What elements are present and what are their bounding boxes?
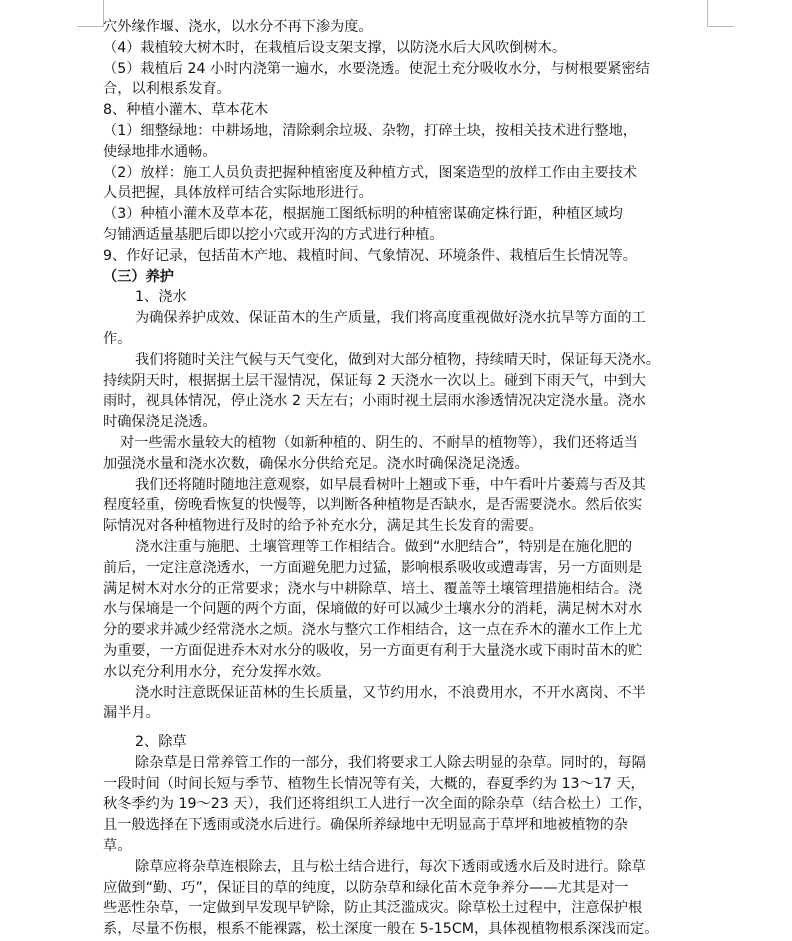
text-line: 为重要，一方面促进乔木对水分的吸收，另一方面更有利于大量浇水或下雨时苗木的贮 xyxy=(103,642,643,659)
text-line: 满足树木对水分的正常要求；浇水与中耕除草、培土、覆盖等土壤管理措施相结合。浇 xyxy=(103,580,643,597)
text-line: 时确保浇足浇透。 xyxy=(103,414,217,431)
text-line: 且一般选择在下透雨或浇水后进行。确保所养绿地中无明显高于草坪和地被植物的杂 xyxy=(103,817,628,834)
paragraph-spacer xyxy=(103,724,709,732)
text-line: （3）种植小灌木及草本花，根据施工图纸标明的种植密谋确定株行距，种植区域均 xyxy=(103,206,623,223)
text-line: （1）细整绿地：中耕场地，清除剩余垃圾、杂物，打碎土块，按相关技术进行整地， xyxy=(103,122,637,139)
text-line: 水与保墒是一个问题的两个方面，保墒做的好可以减少土壤水分的消耗，满足树木对水 xyxy=(103,601,643,618)
text-line: 程度轻重，傍晚看恢复的快慢等，以判断各种植物是否缺水，是否需要浇水。然后依实 xyxy=(103,497,643,514)
text-line: 我们还将随时随地注意观察，如早晨看树叶上翘或下垂，中午看叶片萎蔫与否及其 xyxy=(135,476,646,493)
page-corner-mark-right xyxy=(707,0,734,27)
text-line: 2、除草 xyxy=(135,734,187,751)
text-line: 加强浇水量和浇水次数，确保水分供给充足。浇水时确保浇足浇透。 xyxy=(103,455,529,472)
text-line: 8、种植小灌木、草本花木 xyxy=(103,102,269,119)
text-line: 一段时间（时间长短与季节、植物生长情况等有关，大概的，春夏季约为 13～17 天， xyxy=(103,775,645,792)
section-heading: （三）养护 xyxy=(103,268,174,285)
text-line: 为确保养护成效、保证苗木的生产质量，我们将高度重视做好浇水抗旱等方面的工 xyxy=(135,310,646,327)
text-line: 水以充分利用水分，充分发挥水效。 xyxy=(103,663,331,680)
text-line: 匀铺洒适量基肥后即以挖小穴或开沟的方式进行种植。 xyxy=(103,226,444,243)
text-line: 草。 xyxy=(103,838,132,855)
text-line: 分的要求并减少经常浇水之烦。浇水与整穴工作相结合，这一点在乔木的灌水工作上尤 xyxy=(103,622,643,639)
text-line: 作。 xyxy=(103,330,132,347)
text-line: 除草应将杂草连根除去，且与松土结合进行，每次下透雨或透水后及时进行。除草 xyxy=(135,858,646,875)
text-line: 浇水注重与施肥、土壤管理等工作相结合。做到“水肥结合”，特别是在施化肥的 xyxy=(135,538,633,555)
text-line: 持续阴天时，根据据土层干湿情况，保证每 2 天浇水一次以上。碰到下雨天气，中到大 xyxy=(103,372,646,389)
text-line: 浇水时注意既保证苗林的生长质量，又节约用水，不浪费用水，不开水离岗、不半 xyxy=(135,684,646,701)
text-line: 些恶性杂草，一定做到早发现早铲除，防止其泛滥成灾。除草松土过程中，注意保护根 xyxy=(103,900,643,917)
text-line: 应做到“勤、巧”，保证目的草的纯度，以防杂草和绿化苗木竞争养分——尤其是对一 xyxy=(103,879,629,896)
text-line: 雨时，视具体情况，停止浇水 2 天左右；小雨时视土层雨水渗透情况决定浇水量。浇水 xyxy=(103,393,646,410)
text-line: （2）放样：施工人员负责把握种植密度及种植方式，图案造型的放样工作由主要技术 xyxy=(103,164,637,181)
text-line: 秋冬季约为 19～23 天），我们还将组织工人进行一次全面的除杂草（结合松土）工作， xyxy=(103,796,652,813)
text-line: 人员把握，具体放样可结合实际地形进行。 xyxy=(103,185,373,202)
page-corner-mark-left xyxy=(77,0,104,27)
text-line: 9、作好记录，包括苗木产地、栽植时间、气象情况、环境条件、栽植后生长情况等。 xyxy=(103,247,637,264)
text-line: 使绿地排水通畅。 xyxy=(103,143,217,160)
text-line: 对一些需水量较大的植物（如新种植的、阴生的、不耐旱的植物等），我们还将适当 xyxy=(120,434,638,451)
text-line: 穴外缘作堰、浇水，以水分不再下渗为度。 xyxy=(103,19,373,35)
text-line: 际情况对各种植物进行及时的给予补充水分，满足其生长发育的需要。 xyxy=(103,518,543,535)
text-line: 除杂草是日常养管工作的一部分，我们将要求工人除去明显的杂草。同时的，每隔 xyxy=(135,754,646,771)
text-line: （5）栽植后 24 小时内浇第一遍水，水要浇透。使泥土充分吸收水分，与树根要紧密结 xyxy=(103,60,650,77)
document-body xyxy=(103,17,709,940)
text-line: 系，尽量不伤根，根系不能裸露，松土深度一般在 5-15CM，具体视植物根系深浅而定。 xyxy=(103,921,659,938)
text-line: 漏半月。 xyxy=(103,705,160,722)
text-line: （4）栽植较大树木时，在栽植后设支架支撑，以防浇水后大风吹倒树木。 xyxy=(103,39,567,56)
text-line: 前后，一定注意浇透水，一方面避免肥力过猛，影响根系吸收或遭毒害，另一方面则是 xyxy=(103,559,643,576)
text-line: 合，以利根系发育。 xyxy=(103,81,231,98)
text-line: 我们将随时关注气候与天气变化，做到对大部分植物，持续晴天时，保证每天浇水。 xyxy=(135,351,660,368)
text-line: 1、浇水 xyxy=(135,289,187,306)
